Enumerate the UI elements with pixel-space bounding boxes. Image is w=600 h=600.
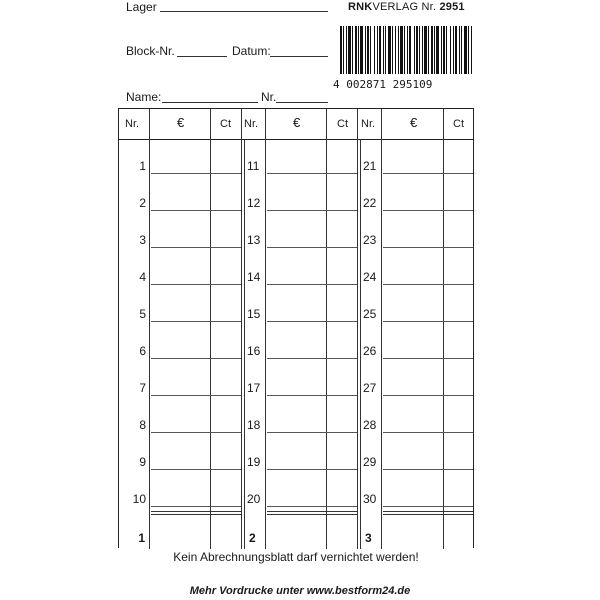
nr-label: Nr. bbox=[261, 90, 277, 104]
block-number-field[interactable] bbox=[177, 56, 227, 57]
column-3-nr-header: Nr. bbox=[361, 118, 376, 130]
barcode-bar bbox=[340, 26, 342, 74]
barcode-bar bbox=[414, 26, 415, 74]
row-number: 16 bbox=[247, 344, 261, 358]
total-separator-a bbox=[383, 511, 473, 512]
row-underline bbox=[267, 210, 357, 211]
row-number: 25 bbox=[363, 307, 377, 321]
publisher-number: 2951 bbox=[439, 1, 465, 13]
row-underline bbox=[383, 247, 473, 248]
row-number: 6 bbox=[139, 344, 146, 358]
row-underline bbox=[267, 321, 357, 322]
barcode-bar bbox=[348, 26, 351, 74]
row-number: 12 bbox=[247, 196, 261, 210]
row-number: 2 bbox=[139, 196, 146, 210]
row-underline bbox=[267, 284, 357, 285]
row-underline bbox=[383, 358, 473, 359]
barcode-digit-first: 4 bbox=[333, 78, 340, 91]
barcode-bar bbox=[377, 26, 378, 74]
row-underline bbox=[383, 284, 473, 285]
total-separator-b bbox=[151, 514, 241, 515]
total-separator-b bbox=[383, 514, 473, 515]
barcode-bar bbox=[461, 26, 462, 74]
column-2-nr-divider bbox=[265, 109, 266, 549]
row-underline bbox=[151, 173, 241, 174]
barcode-bar bbox=[370, 26, 371, 74]
barcode-bar bbox=[343, 26, 344, 74]
row-number: 26 bbox=[363, 344, 377, 358]
barcode-bar bbox=[392, 26, 393, 74]
barcode-bar bbox=[374, 26, 375, 74]
row-underline bbox=[383, 321, 473, 322]
row-number: 13 bbox=[247, 233, 261, 247]
row-number: 30 bbox=[363, 492, 377, 506]
row-number: 10 bbox=[132, 492, 146, 506]
column-2-euro-header: € bbox=[293, 115, 301, 130]
publisher-info bbox=[348, 1, 465, 13]
column-1-euro-divider bbox=[210, 109, 211, 549]
row-underline bbox=[151, 358, 241, 359]
row-number: 24 bbox=[363, 270, 377, 284]
row-underline bbox=[151, 395, 241, 396]
column-3-ct-header: Ct bbox=[453, 118, 464, 130]
row-underline bbox=[151, 321, 241, 322]
row-number: 8 bbox=[139, 418, 146, 432]
column-2-end-line-b bbox=[360, 140, 361, 549]
row-number: 19 bbox=[247, 455, 261, 469]
row-underline bbox=[383, 469, 473, 470]
row-underline bbox=[151, 210, 241, 211]
count-form bbox=[118, 108, 474, 548]
barcode-bar bbox=[346, 26, 347, 74]
barcode-bar bbox=[455, 26, 457, 74]
row-underline bbox=[383, 173, 473, 174]
column-2-ct-header: Ct bbox=[337, 118, 348, 130]
row-number: 14 bbox=[247, 270, 261, 284]
total-separator-b bbox=[267, 514, 357, 515]
row-number: 22 bbox=[363, 196, 377, 210]
barcode-bar bbox=[464, 26, 467, 74]
date-label: Datum: bbox=[232, 44, 271, 58]
row-number: 27 bbox=[363, 381, 377, 395]
row-number: 21 bbox=[363, 159, 377, 173]
row-number: 5 bbox=[139, 307, 146, 321]
row-underline bbox=[267, 395, 357, 396]
row-underline bbox=[267, 173, 357, 174]
barcode-bar bbox=[428, 26, 429, 74]
row-number: 11 bbox=[247, 159, 260, 173]
column-1-end-line-b bbox=[244, 140, 245, 549]
barcode-bar bbox=[419, 26, 420, 74]
row-underline bbox=[383, 210, 473, 211]
name-field[interactable] bbox=[162, 102, 258, 103]
column-3-euro-header: € bbox=[410, 115, 418, 130]
block-number-label: Block-Nr. bbox=[126, 44, 175, 58]
barcode-bar bbox=[459, 26, 460, 74]
storage-label: Lager bbox=[126, 0, 157, 14]
column-total: 2 bbox=[249, 531, 256, 545]
barcode-bar bbox=[471, 26, 472, 74]
barcode-bar bbox=[441, 26, 442, 74]
barcode-bar bbox=[431, 26, 433, 74]
promo-text: Mehr Vordrucke unter www.bestform24.de bbox=[189, 585, 411, 597]
barcode-bar bbox=[400, 26, 403, 74]
barcode-bar bbox=[409, 26, 411, 74]
row-number: 23 bbox=[363, 233, 377, 247]
barcode-bar bbox=[404, 26, 405, 74]
barcode-bar bbox=[436, 26, 439, 74]
row-underline bbox=[383, 506, 473, 507]
nr-field[interactable] bbox=[276, 102, 328, 103]
column-1-ct-header: Ct bbox=[220, 118, 231, 130]
barcode-bar bbox=[407, 26, 408, 74]
row-underline bbox=[151, 432, 241, 433]
row-number: 18 bbox=[247, 418, 261, 432]
row-underline bbox=[151, 247, 241, 248]
barcode-bar bbox=[450, 26, 451, 74]
row-number: 4 bbox=[139, 270, 146, 284]
barcode-bar bbox=[360, 26, 363, 74]
column-1-nr-divider bbox=[149, 109, 150, 549]
column-total: 3 bbox=[365, 531, 372, 545]
column-2-euro-divider bbox=[326, 109, 327, 549]
row-underline bbox=[267, 432, 357, 433]
barcode-bar bbox=[388, 26, 391, 74]
row-number: 3 bbox=[139, 233, 146, 247]
publisher-text: VERLAG Nr. bbox=[372, 1, 437, 13]
row-underline bbox=[267, 469, 357, 470]
column-total: 1 bbox=[138, 531, 145, 545]
barcode-bar bbox=[358, 26, 359, 74]
storage-field[interactable] bbox=[160, 11, 328, 12]
barcode-bar bbox=[443, 26, 445, 74]
row-underline bbox=[383, 395, 473, 396]
column-1-nr-header: Nr. bbox=[125, 118, 140, 130]
row-number: 17 bbox=[247, 381, 261, 395]
column-2-end-line-a bbox=[357, 109, 358, 549]
barcode-bar bbox=[367, 26, 369, 74]
row-number: 28 bbox=[363, 418, 377, 432]
barcode-bar bbox=[422, 26, 423, 74]
footer-notice: Kein Abrechnungsblatt darf vernichtet werden! bbox=[173, 550, 419, 564]
barcode-bar bbox=[352, 26, 353, 74]
barcode-bar bbox=[383, 26, 384, 74]
column-1-end-line-a bbox=[241, 109, 242, 549]
column-1-euro-header: € bbox=[177, 115, 185, 130]
barcode-bar bbox=[398, 26, 399, 74]
row-number: 15 bbox=[247, 307, 261, 321]
row-underline bbox=[267, 358, 357, 359]
column-3-euro-divider bbox=[443, 109, 444, 549]
barcode-bar bbox=[416, 26, 418, 74]
row-number: 7 bbox=[139, 381, 146, 395]
publisher-brand: RNK bbox=[348, 1, 373, 13]
barcode-bar bbox=[446, 26, 447, 74]
header-separator bbox=[119, 139, 473, 140]
barcode-bar bbox=[365, 26, 366, 74]
row-underline bbox=[267, 506, 357, 507]
column-3-nr-divider bbox=[381, 109, 382, 549]
barcode-bar bbox=[355, 26, 357, 74]
date-field[interactable] bbox=[270, 56, 328, 57]
row-number: 9 bbox=[139, 455, 146, 469]
barcode-bar bbox=[434, 26, 435, 74]
row-underline bbox=[267, 247, 357, 248]
barcode-digits bbox=[333, 78, 432, 91]
row-underline bbox=[383, 432, 473, 433]
row-underline bbox=[151, 506, 241, 507]
column-2-nr-header: Nr. bbox=[244, 118, 259, 130]
barcode-bar bbox=[453, 26, 454, 74]
barcode-digits-group2: 295109 bbox=[392, 78, 433, 91]
row-number: 29 bbox=[363, 455, 377, 469]
barcode-digits-group1: 002871 bbox=[346, 78, 386, 91]
total-separator-a bbox=[151, 511, 241, 512]
total-separator-a bbox=[267, 511, 357, 512]
row-underline bbox=[151, 284, 241, 285]
name-label: Name: bbox=[126, 90, 162, 104]
barcode-bar bbox=[468, 26, 469, 74]
row-number: 1 bbox=[139, 159, 146, 173]
row-underline bbox=[151, 469, 241, 470]
row-number: 20 bbox=[247, 492, 261, 506]
barcode-bar bbox=[424, 26, 427, 74]
barcode-bar bbox=[385, 26, 386, 74]
barcode-bar bbox=[395, 26, 396, 74]
barcode-bar bbox=[379, 26, 381, 74]
